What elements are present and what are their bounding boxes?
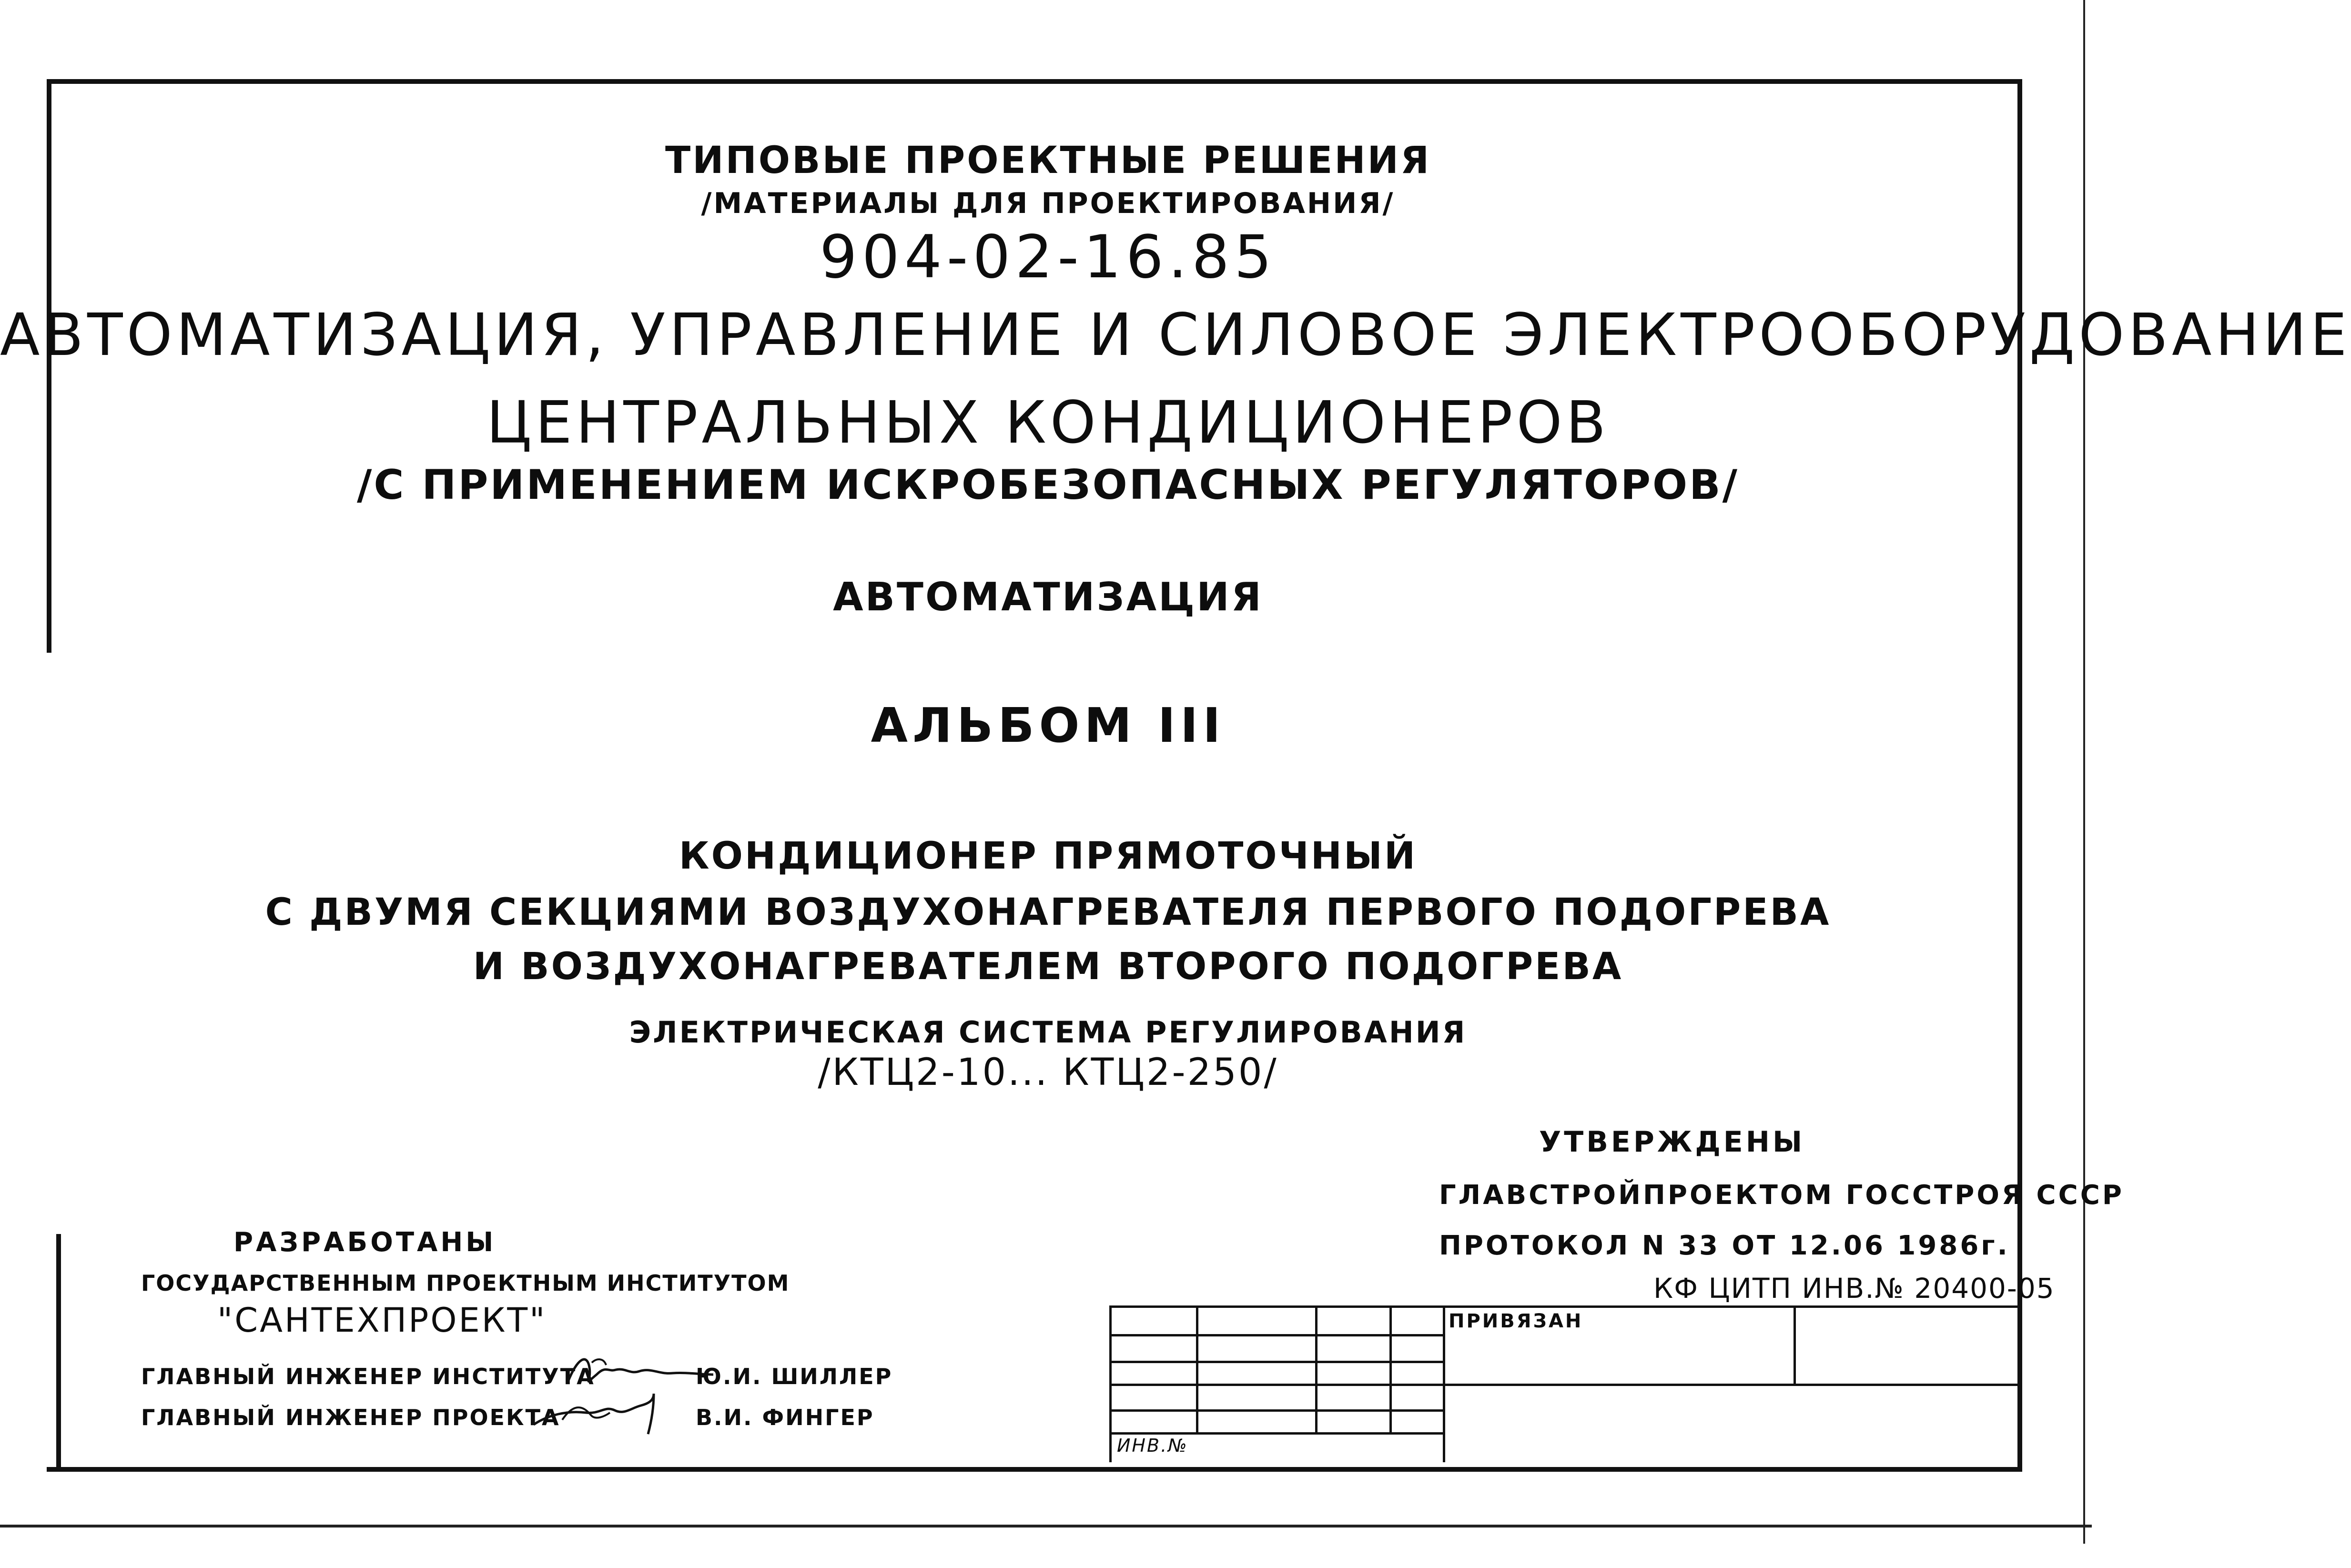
main-title-line1: АВТОМАТИЗАЦИЯ, УПРАВЛЕНИЕ И СИЛОВОЕ ЭЛЕКТРООБОРУДОВАНИЕ xyxy=(0,301,2351,369)
bound-label: ПРИВЯЗАН xyxy=(1449,1310,1583,1332)
chief-engineer-project-name: В.И. ФИНГЕР xyxy=(696,1405,874,1430)
chief-engineer-institute-label: ГЛАВНЫЙ ИНЖЕНЕР ИНСТИТУТА xyxy=(141,1364,595,1389)
chief-engineer-project-label: ГЛАВНЫЙ ИНЖЕНЕР ПРОЕКТА xyxy=(141,1405,560,1430)
approved-by: ГЛАВСТРОЙПРОЕКТОМ ГОССТРОЯ СССР xyxy=(1439,1180,2124,1211)
sheet-bottom-edge xyxy=(0,1525,2092,1528)
signature-shiller xyxy=(563,1348,716,1391)
regulation-line2: /КТЦ2-10... КТЦ2-250/ xyxy=(818,1051,1278,1094)
main-title-line2: ЦЕНТРАЛЬНЫХ КОНДИЦИОНЕРОВ xyxy=(486,389,1610,456)
signature-finger xyxy=(529,1386,662,1439)
inv-number-label: ИНВ.№ xyxy=(1117,1435,1188,1456)
approved-protocol: ПРОТОКОЛ N 33 ОТ 12.06 1986г. xyxy=(1439,1230,2010,1261)
inventory-stamp: КФ ЦИТП ИНВ.№ 20400-05 xyxy=(1653,1272,2055,1305)
approved-heading: УТВЕРЖДЕНЫ xyxy=(1539,1125,1805,1159)
series-title: ТИПОВЫЕ ПРОЕКТНЫЕ РЕШЕНИЯ xyxy=(665,139,1431,182)
developed-by: ГОСУДАРСТВЕННЫМ ПРОЕКТНЫМ ИНСТИТУТОМ xyxy=(141,1270,790,1296)
project-code: 904-02-16.85 xyxy=(820,223,1277,292)
section-title: АВТОМАТИЗАЦИЯ xyxy=(833,575,1263,620)
series-subtitle: /МАТЕРИАЛЫ ДЛЯ ПРОЕКТИРОВАНИЯ/ xyxy=(701,187,1395,220)
chief-engineer-institute-name: Ю.И. ШИЛЛЕР xyxy=(696,1364,893,1389)
developed-heading: РАЗРАБОТАНЫ xyxy=(233,1227,497,1258)
description-line2: С ДВУМЯ СЕКЦИЯМИ ВОЗДУХОНАГРЕВАТЕЛЯ ПЕРВОГО ПОДОГРЕВА xyxy=(265,891,1831,934)
institute-name: "САНТЕХПРОЕКТ" xyxy=(217,1301,547,1340)
regulation-line1: ЭЛЕКТРИЧЕСКАЯ СИСТЕМА РЕГУЛИРОВАНИЯ xyxy=(629,1015,1467,1050)
album-title: АЛЬБОМ III xyxy=(871,698,1226,753)
main-title-line3: /С ПРИМЕНЕНИЕМ ИСКРОБЕЗОПАСНЫХ РЕГУЛЯТОРОВ/ xyxy=(356,461,1740,509)
frame-left-edge-bottom xyxy=(56,1234,61,1467)
description-line1: КОНДИЦИОНЕР ПРЯМОТОЧНЫЙ xyxy=(679,835,1418,878)
description-line3: И ВОЗДУХОНАГРЕВАТЕЛЕМ ВТОРОГО ПОДОГРЕВА xyxy=(473,945,1623,988)
